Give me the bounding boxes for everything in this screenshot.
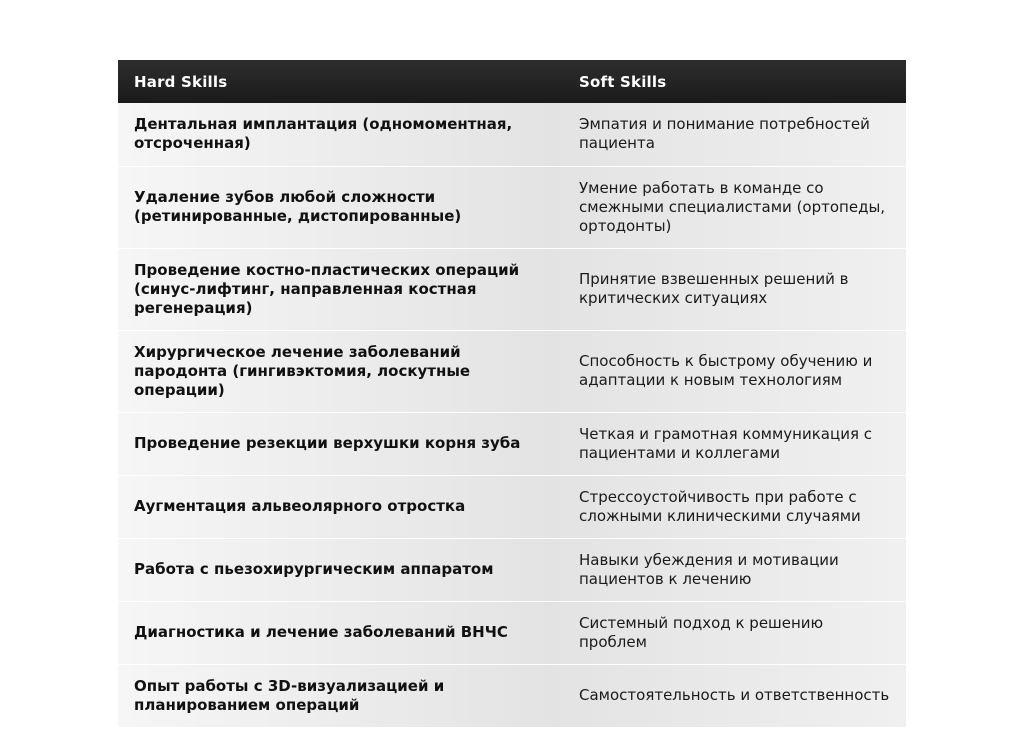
soft-skill-cell: Умение работать в команде со смежными специалистами (ортопеды, ортодонты) [579, 178, 886, 235]
hard-skill-cell: Дентальная имплантация (одномоментная, отсроченная) [134, 115, 513, 153]
hard-skill-cell: Хирургическое лечение заболеваний пародонта (гингивэктомия, лоскутные операции) [134, 342, 471, 399]
soft-skill-cell: Эмпатия и понимание потребностей пациента [579, 115, 870, 153]
table-row [118, 166, 906, 248]
hard-skill-cell: Опыт работы с 3D-визуализацией и планированием операций [134, 676, 445, 714]
skills-table [118, 60, 906, 728]
table-row [118, 412, 906, 475]
soft-skill-cell: Самостоятельность и ответственность [579, 686, 890, 704]
hard-skill-cell: Работа с пьезохирургическим аппаратом [134, 560, 494, 578]
hard-skill-cell: Аугментация альвеолярного отростка [134, 497, 466, 515]
table-row [118, 664, 906, 727]
table-header [118, 60, 906, 103]
soft-skill-cell: Способность к быстрому обучению и адаптации к новым технологиям [579, 352, 873, 389]
table-row [118, 601, 906, 664]
soft-skill-cell: Принятие взвешенных решений в критических ситуациях [579, 270, 849, 307]
table-body [118, 103, 906, 727]
table-row [118, 330, 906, 412]
skills-table-container [118, 60, 906, 728]
hard-skill-cell: Диагностика и лечение заболеваний ВНЧС [134, 623, 508, 641]
table-row [118, 538, 906, 601]
table-row [118, 103, 906, 166]
hard-skill-cell: Проведение костно-пластических операций (синус-лифтинг, направленная костная регенерация) [134, 260, 520, 317]
table-row [118, 475, 906, 538]
header-soft-skills: Soft Skills [579, 72, 667, 91]
soft-skill-cell: Системный подход к решению проблем [579, 613, 824, 651]
header-hard-skills: Hard Skills [134, 72, 228, 91]
soft-skill-cell: Стрессоустойчивость при работе с сложными клиническими случаями [579, 487, 861, 525]
soft-skill-cell: Навыки убеждения и мотивации пациентов к лечению [579, 550, 839, 588]
hard-skill-cell: Проведение резекции верхушки корня зуба [134, 434, 521, 452]
header-row [118, 60, 906, 103]
soft-skill-cell: Четкая и грамотная коммуникация с пациентами и коллегами [579, 424, 872, 462]
hard-skill-cell: Удаление зубов любой сложности (ретинированные, дистопированные) [134, 188, 462, 225]
table-row [118, 248, 906, 330]
